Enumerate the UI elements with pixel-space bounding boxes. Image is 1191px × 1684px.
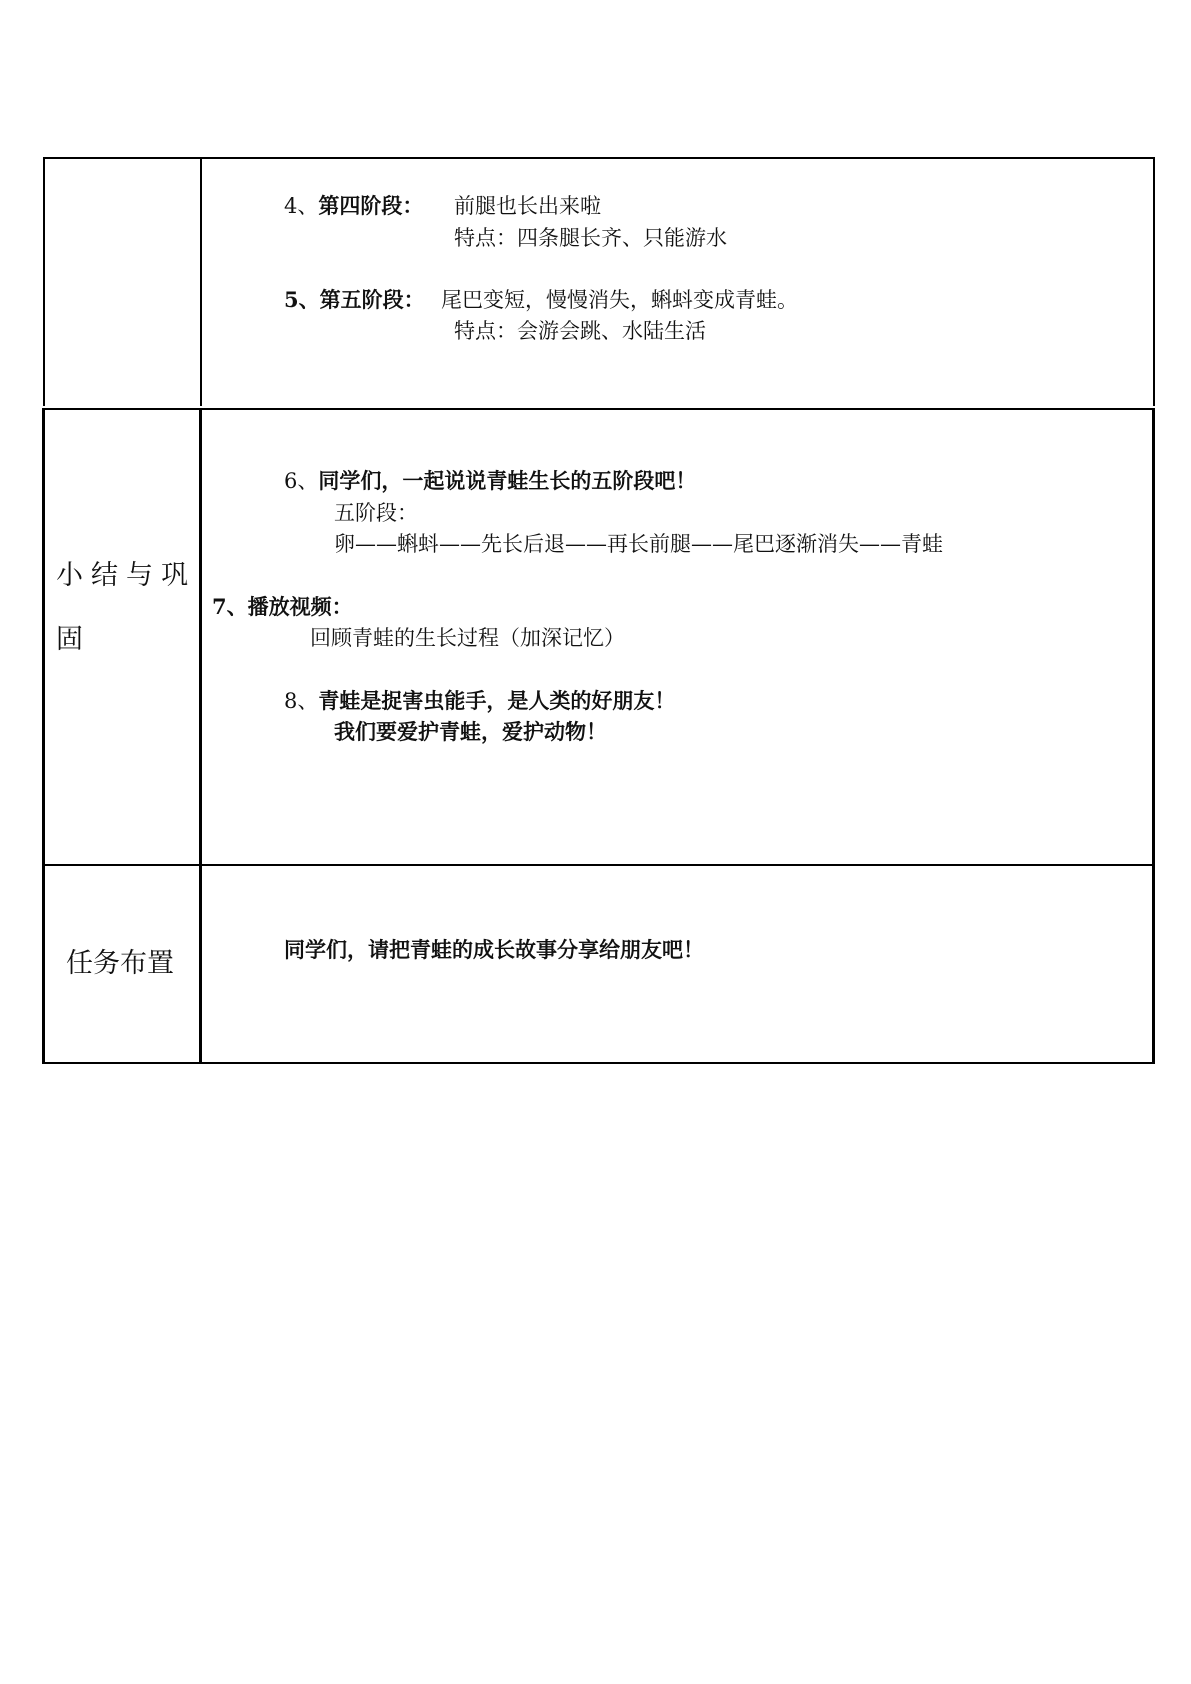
- column-divider-lower: [199, 408, 202, 1064]
- item7-title: 播放视频：: [247, 594, 353, 619]
- stage5-description: 尾巴变短，慢慢消失，蝌蚪变成青蛙。: [441, 288, 798, 312]
- item6-heading: [284, 466, 696, 496]
- stage5-title: 第五阶段：: [319, 287, 425, 312]
- table-right-border-lower: [1152, 408, 1155, 1064]
- item6-subtitle: 五阶段：: [334, 501, 418, 525]
- table-left-border-lower: [42, 408, 45, 1064]
- summary-label-line2: 固: [56, 624, 83, 655]
- stage5-number: 5、: [284, 287, 320, 312]
- table-right-border: [1153, 157, 1155, 406]
- row-divider-2: [43, 864, 1154, 866]
- summary-label-line1: 小结与巩: [56, 560, 196, 591]
- stage4-description: 前腿也长出来啦: [454, 194, 601, 218]
- stage4-feature: 特点：四条腿长齐、只能游水: [454, 226, 727, 250]
- item6-number: 6、: [284, 469, 319, 493]
- item8-heading: [284, 686, 675, 716]
- item7-number: 7、: [212, 594, 248, 619]
- stage4-title: 第四阶段：: [318, 193, 424, 218]
- stage5-feature: 特点：会游会跳、水陆生活: [454, 319, 706, 343]
- item7-heading: [212, 592, 353, 622]
- task-text: 同学们，请把青蛙的成长故事分享给朋友吧！: [284, 937, 704, 962]
- item8-line2: 我们要爱护青蛙，爱护动物！: [334, 719, 607, 744]
- column-divider-upper: [200, 157, 202, 406]
- table-left-border: [43, 157, 45, 406]
- task-label: 任务布置: [66, 948, 174, 979]
- item8-number: 8、: [284, 689, 319, 713]
- table-bottom-border: [43, 1062, 1154, 1064]
- item6-sequence: 卵——蝌蚪——先长后退——再长前腿——尾巴逐渐消失——青蛙: [334, 532, 943, 556]
- row-divider-1: [43, 408, 1154, 410]
- stage4-heading: [284, 191, 423, 221]
- stage5-heading: [284, 285, 425, 315]
- table-top-border: [43, 157, 1154, 159]
- stage4-number: 4、: [284, 194, 319, 218]
- item7-description: 回顾青蛙的生长过程（加深记忆）: [310, 626, 625, 650]
- item8-line1: 青蛙是捉害虫能手，是人类的好朋友！: [318, 688, 676, 713]
- item6-title: 同学们，一起说说青蛙生长的五阶段吧！: [318, 468, 697, 493]
